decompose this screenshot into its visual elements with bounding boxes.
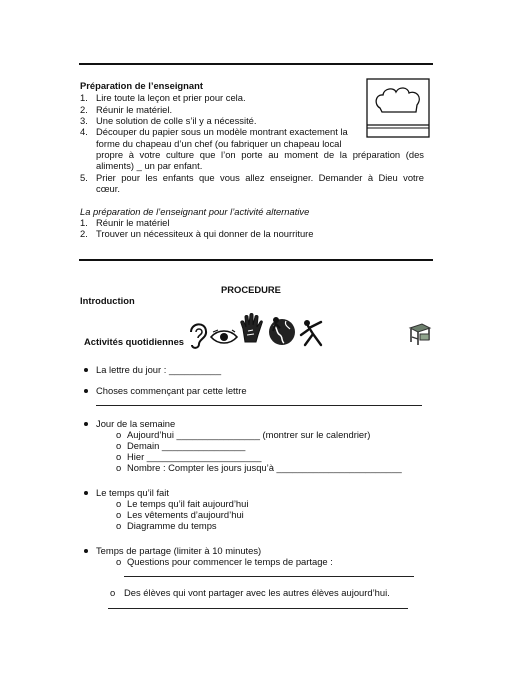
weekday-tomorrow: Demain ________________	[127, 440, 246, 451]
sharing-students: Des élèves qui vont partager avec les autres élèves aujourd’hui.	[124, 587, 390, 598]
introduction-heading: Introduction	[80, 295, 135, 306]
prep-num-5: 5.	[80, 172, 88, 183]
stretching-person-icon	[299, 319, 327, 347]
ear-icon	[187, 320, 209, 350]
sub-bullet-marker: o	[116, 440, 122, 451]
prep-num-1: 1.	[80, 92, 88, 103]
chef-hat-icon	[366, 78, 431, 140]
writing-line	[108, 608, 408, 609]
teacher-prep-heading: Préparation de l’enseignant	[80, 80, 203, 91]
bullet-marker	[84, 491, 88, 495]
weekday-today: Aujourd’hui ________________ (montrer sur le calendrier)	[127, 429, 371, 440]
alt-num-1: 1.	[80, 217, 88, 228]
things-starting-with-letter: Choses commençant par cette lettre	[96, 385, 247, 396]
prep-item-4-line2: forme du chapeau d’un chef (ou fabriquer un chapeau local	[96, 138, 342, 149]
bullet-marker	[84, 422, 88, 426]
sub-bullet-marker: o	[116, 498, 122, 509]
weekday-count: Nombre : Compter les jours jusqu’à ________________________	[127, 462, 402, 473]
alt-item-1: Réunir le matériel	[96, 217, 170, 228]
eye-icon	[210, 329, 238, 345]
weather-label: Le temps qu’il fait	[96, 487, 169, 498]
sharing-questions: Questions pour commencer le temps de partage :	[127, 556, 333, 567]
prep-item-5-line1: Prier pour les enfants que vous allez enseigner. Demander à Dieu votre	[96, 172, 424, 183]
hand-icon	[239, 313, 263, 343]
sub-bullet-marker: o	[110, 587, 116, 598]
writing-line	[96, 405, 422, 406]
bullet-marker	[84, 389, 88, 393]
letter-of-day: La lettre du jour : __________	[96, 364, 222, 375]
prep-item-2: Réunir le matériel.	[96, 104, 173, 115]
section-rule	[79, 259, 433, 261]
sub-bullet-marker: o	[116, 556, 122, 567]
weather-today: Le temps qu’il fait aujourd’hui	[127, 498, 249, 509]
top-rule	[79, 63, 433, 65]
prep-item-4-line3: propre à votre culture que l’on porte au moment de la préparation (des	[96, 149, 424, 160]
weather-clothes: Les vêtements d’aujourd’hui	[127, 509, 244, 520]
weekday-label: Jour de la semaine	[96, 418, 176, 429]
weather-chart: Diagramme du temps	[127, 520, 217, 531]
bullet-marker	[84, 368, 88, 372]
alt-item-2: Trouver un nécessiteux à qui donner de la nourriture	[96, 228, 314, 239]
prep-item-3: Une solution de colle s’il y a nécessité.	[96, 115, 257, 126]
sub-bullet-marker: o	[116, 462, 122, 473]
prep-item-4-line4: aliments) _ un par enfant.	[96, 160, 203, 171]
prep-num-2: 2.	[80, 104, 88, 115]
globe-person-icon	[266, 315, 298, 347]
sub-bullet-marker: o	[116, 451, 122, 462]
alt-num-2: 2.	[80, 228, 88, 239]
bullet-marker	[84, 549, 88, 553]
prep-num-3: 3.	[80, 115, 88, 126]
sharing-label: Temps de partage (limiter à 10 minutes)	[96, 545, 262, 556]
prep-item-1: Lire toute la leçon et prier pour cela.	[96, 92, 246, 103]
procedure-title: PROCEDURE	[221, 284, 281, 295]
sub-bullet-marker: o	[116, 509, 122, 520]
school-desk-icon	[408, 322, 432, 346]
sub-bullet-marker: o	[116, 429, 122, 440]
prep-num-4: 4.	[80, 126, 88, 137]
sub-bullet-marker: o	[116, 520, 122, 531]
daily-activities-heading: Activités quotidiennes	[84, 336, 185, 347]
weekday-yesterday: Hier ______________________	[127, 451, 262, 462]
alt-prep-heading: La préparation de l’enseignant pour l’activité alternative	[80, 206, 310, 217]
prep-item-4-line1: Découper du papier sous un modèle montrant exactement la	[96, 126, 348, 137]
writing-line	[124, 576, 414, 577]
prep-item-5-line2: cœur.	[96, 183, 120, 194]
